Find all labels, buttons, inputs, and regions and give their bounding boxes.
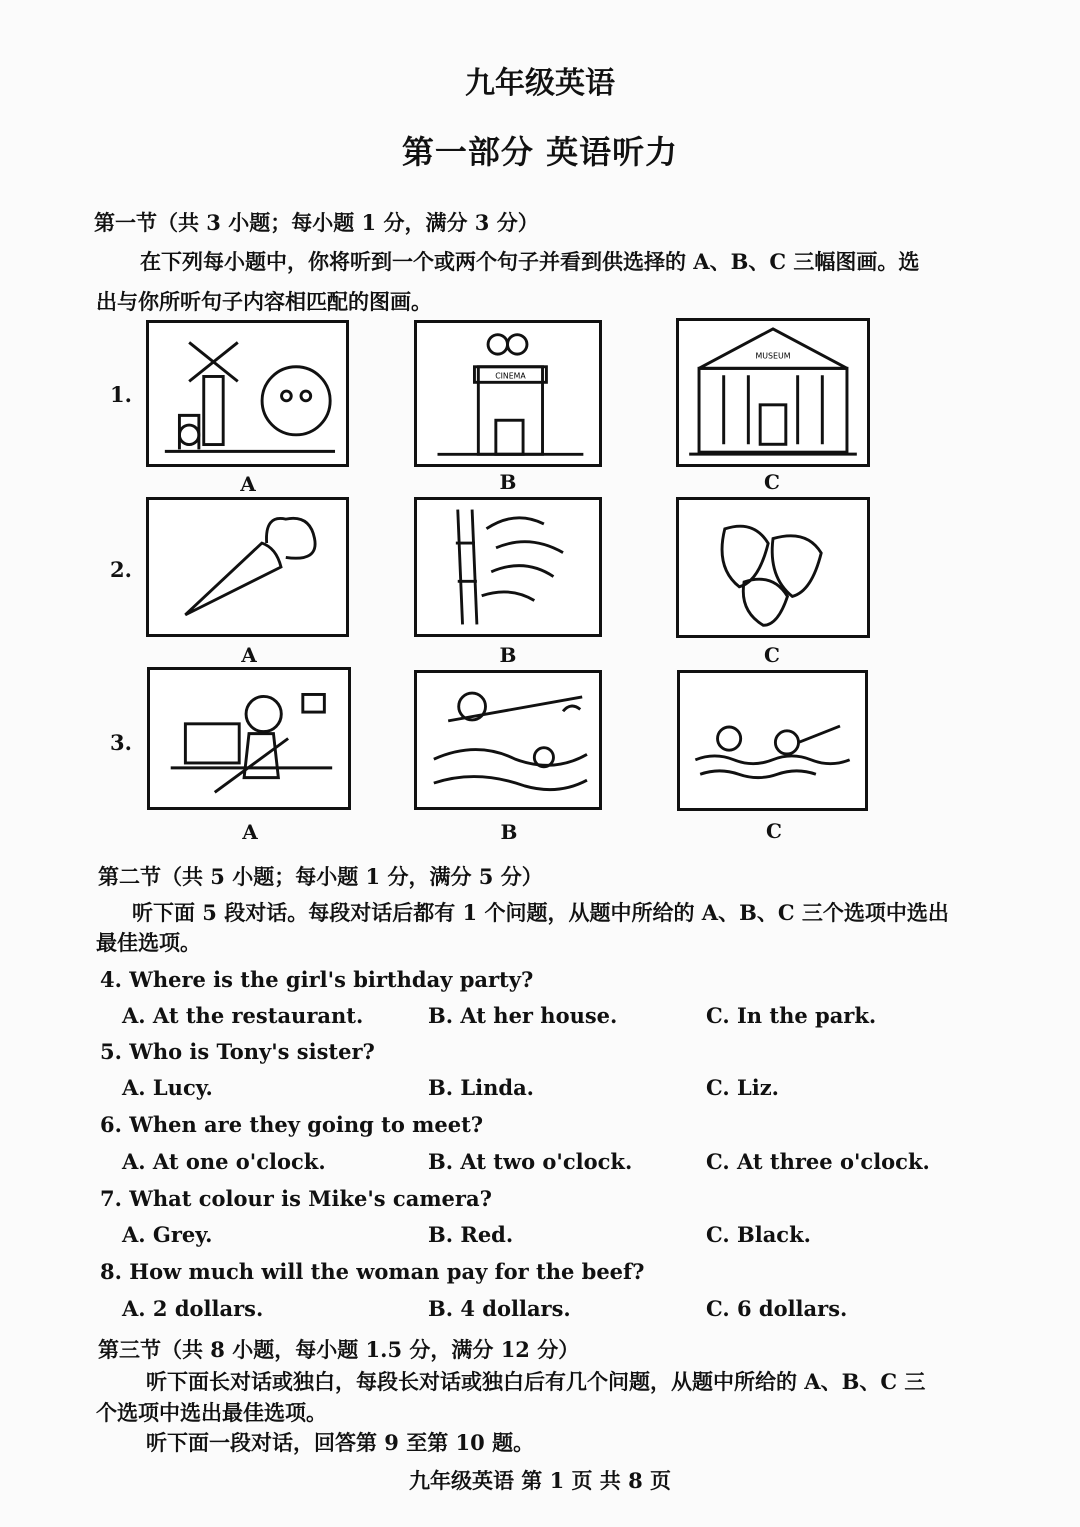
q2-picture-a-carrot[interactable] [146,497,349,637]
q6-option-b[interactable]: B. At two o'clock. [428,1149,633,1174]
q1-label-c: C [764,470,780,494]
boy-climbing-mountain-icon [417,673,599,807]
question-6: 6. When are they going to meet? [100,1112,484,1137]
q1-picture-b-cinema[interactable] [414,320,602,467]
section3-instruction-line2: 个选项中选出最佳选项。 [96,1400,327,1425]
q8-option-b[interactable]: B. 4 dollars. [428,1296,571,1321]
q5-option-c[interactable]: C. Liz. [706,1075,779,1100]
q7-option-c[interactable]: C. Black. [706,1222,811,1247]
question-3-number: 3. [110,730,132,755]
q3-label-b: B [500,820,518,844]
q7-option-b[interactable]: B. Red. [428,1222,514,1247]
q2-label-b: B [499,643,517,667]
question-2-number: 2. [110,557,132,582]
museum-building-icon [679,321,867,464]
q3-picture-a-sweeping[interactable] [147,667,351,810]
svg-text:MUSEUM: MUSEUM [755,351,791,361]
page-footer: 九年级英语 第 1 页 共 8 页 [408,1468,672,1493]
amusement-park-icon [149,323,346,464]
svg-text:CINEMA: CINEMA [495,371,526,381]
q2-label-c: C [764,643,780,667]
cinema-building-icon [417,323,599,464]
q3-picture-c-swimming[interactable] [677,670,868,811]
question-7: 7. What colour is Mike's camera? [100,1186,492,1211]
q8-option-a[interactable]: A. 2 dollars. [122,1296,264,1321]
strawberries-icon [679,500,867,635]
section1-instruction-line1: 在下列每小题中，你将听到一个或两个句子并看到供选择的 A、B、C 三幅图画。选 [140,249,920,274]
q1-picture-c-museum[interactable] [676,318,870,467]
question-4: 4. Where is the girl's birthday party? [100,967,534,992]
section1-heading: 第一节（共 3 小题；每小题 1 分，满分 3 分） [94,210,539,235]
page-title: 九年级英语 [465,66,615,101]
question-5: 5. Who is Tony's sister? [100,1039,375,1064]
q4-option-c[interactable]: C. In the park. [706,1003,877,1028]
q2-picture-c-strawberries[interactable] [676,497,870,638]
q3-picture-b-mountain-climbing[interactable] [414,670,602,810]
q4-option-b[interactable]: B. At her house. [428,1003,618,1028]
q5-option-b[interactable]: B. Linda. [428,1075,534,1100]
section2-instruction-line2: 最佳选项。 [96,930,201,955]
bamboo-icon [417,500,599,634]
q3-label-a: A [242,820,258,844]
part-title: 第一部分 英语听力 [401,133,679,171]
q1-picture-a-amusement-park[interactable] [146,320,349,467]
question-8: 8. How much will the woman pay for the beef? [100,1259,645,1284]
section2-instruction-line1: 听下面 5 段对话。每段对话后都有 1 个问题，从题中所给的 A、B、C 三个选项中选出 [132,900,949,925]
section3-instruction-line1: 听下面长对话或独白，每段长对话或独白后有几个问题，从题中所给的 A、B、C 三 [146,1369,926,1394]
section1-instruction-line2: 出与你所听句子内容相匹配的图画。 [96,289,432,314]
q6-option-a[interactable]: A. At one o'clock. [122,1149,326,1174]
carrot-icon [149,500,346,634]
section2-heading: 第二节（共 5 小题；每小题 1 分，满分 5 分） [98,864,543,889]
q7-option-a[interactable]: A. Grey. [122,1222,213,1247]
question-1-number: 1. [110,382,132,407]
q4-option-a[interactable]: A. At the restaurant. [122,1003,364,1028]
q2-label-a: A [241,643,257,667]
girl-sweeping-floor-icon [150,670,348,807]
section3-instruction-line3: 听下面一段对话，回答第 9 至第 10 题。 [146,1430,535,1455]
q1-label-b: B [499,470,517,494]
q3-label-c: C [766,819,782,843]
q6-option-c[interactable]: C. At three o'clock. [706,1149,930,1174]
q5-option-a[interactable]: A. Lucy. [122,1075,213,1100]
section3-heading: 第三节（共 8 小题，每小题 1.5 分，满分 12 分） [98,1337,580,1362]
q2-picture-b-bamboo[interactable] [414,497,602,637]
q1-label-a: A [240,472,256,496]
q8-option-c[interactable]: C. 6 dollars. [706,1296,848,1321]
children-swimming-icon [680,673,865,808]
